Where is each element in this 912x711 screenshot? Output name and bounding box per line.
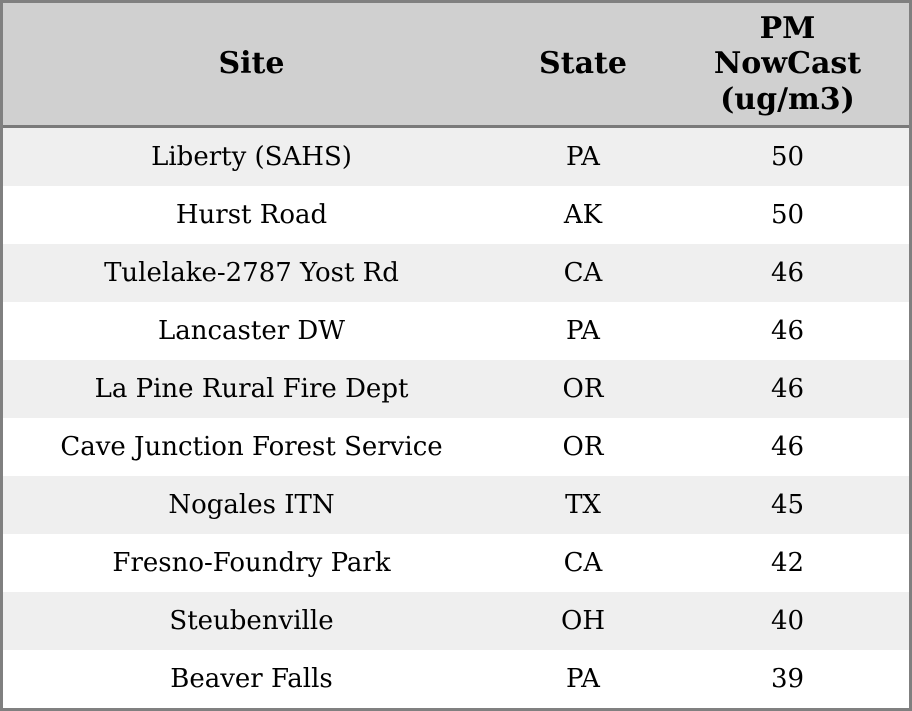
table-row bbox=[3, 360, 909, 418]
table-row bbox=[3, 650, 909, 708]
state-cell: OR bbox=[562, 374, 604, 404]
state-cell: OH bbox=[561, 606, 605, 636]
site-cell: Fresno-Foundry Park bbox=[112, 548, 391, 578]
pm-cell: 46 bbox=[770, 432, 805, 462]
pm-cell: 40 bbox=[770, 606, 805, 636]
pm-cell: 46 bbox=[770, 316, 805, 346]
table-row bbox=[3, 244, 909, 302]
column-header-pm-nowcast bbox=[666, 3, 909, 127]
pm-cell: 46 bbox=[770, 374, 805, 404]
site-cell: Hurst Road bbox=[175, 200, 328, 230]
pm-header-line-1: PM bbox=[759, 10, 816, 46]
table-row bbox=[3, 534, 909, 592]
site-cell: Steubenville bbox=[169, 606, 334, 636]
pm-cell: 50 bbox=[770, 142, 805, 172]
pm-cell: 45 bbox=[770, 490, 805, 520]
state-cell: OR bbox=[562, 432, 604, 462]
site-cell: La Pine Rural Fire Dept bbox=[94, 374, 409, 404]
state-cell: CA bbox=[563, 258, 603, 288]
state-cell: CA bbox=[563, 548, 603, 578]
state-cell: TX bbox=[565, 490, 601, 520]
state-cell: PA bbox=[566, 664, 600, 694]
pm-nowcast-table bbox=[3, 3, 909, 708]
site-cell: Liberty (SAHS) bbox=[151, 142, 352, 172]
pm-header-line-2: NowCast bbox=[713, 46, 862, 82]
table-header bbox=[3, 3, 909, 127]
site-cell: Tulelake-2787 Yost Rd bbox=[104, 258, 399, 288]
pm-cell: 46 bbox=[770, 258, 805, 288]
state-cell: PA bbox=[566, 316, 600, 346]
table-row bbox=[3, 592, 909, 650]
column-header-state: State bbox=[500, 3, 666, 127]
site-cell: Nogales ITN bbox=[168, 490, 335, 520]
table-row bbox=[3, 186, 909, 244]
site-cell: Beaver Falls bbox=[170, 664, 333, 694]
table-body bbox=[3, 127, 909, 709]
table-row bbox=[3, 127, 909, 187]
state-cell: AK bbox=[563, 200, 603, 230]
pm-cell: 50 bbox=[770, 200, 805, 230]
table-row bbox=[3, 476, 909, 534]
header-row bbox=[3, 3, 909, 127]
table-row bbox=[3, 418, 909, 476]
pm-header-line-3: (ug/m3) bbox=[720, 81, 855, 117]
table-row bbox=[3, 302, 909, 360]
state-cell: PA bbox=[566, 142, 600, 172]
site-cell: Cave Junction Forest Service bbox=[60, 432, 443, 462]
column-header-site: Site bbox=[3, 3, 500, 127]
pm-cell: 39 bbox=[770, 664, 805, 694]
pm-cell: 42 bbox=[770, 548, 805, 578]
site-cell: Lancaster DW bbox=[157, 316, 345, 346]
